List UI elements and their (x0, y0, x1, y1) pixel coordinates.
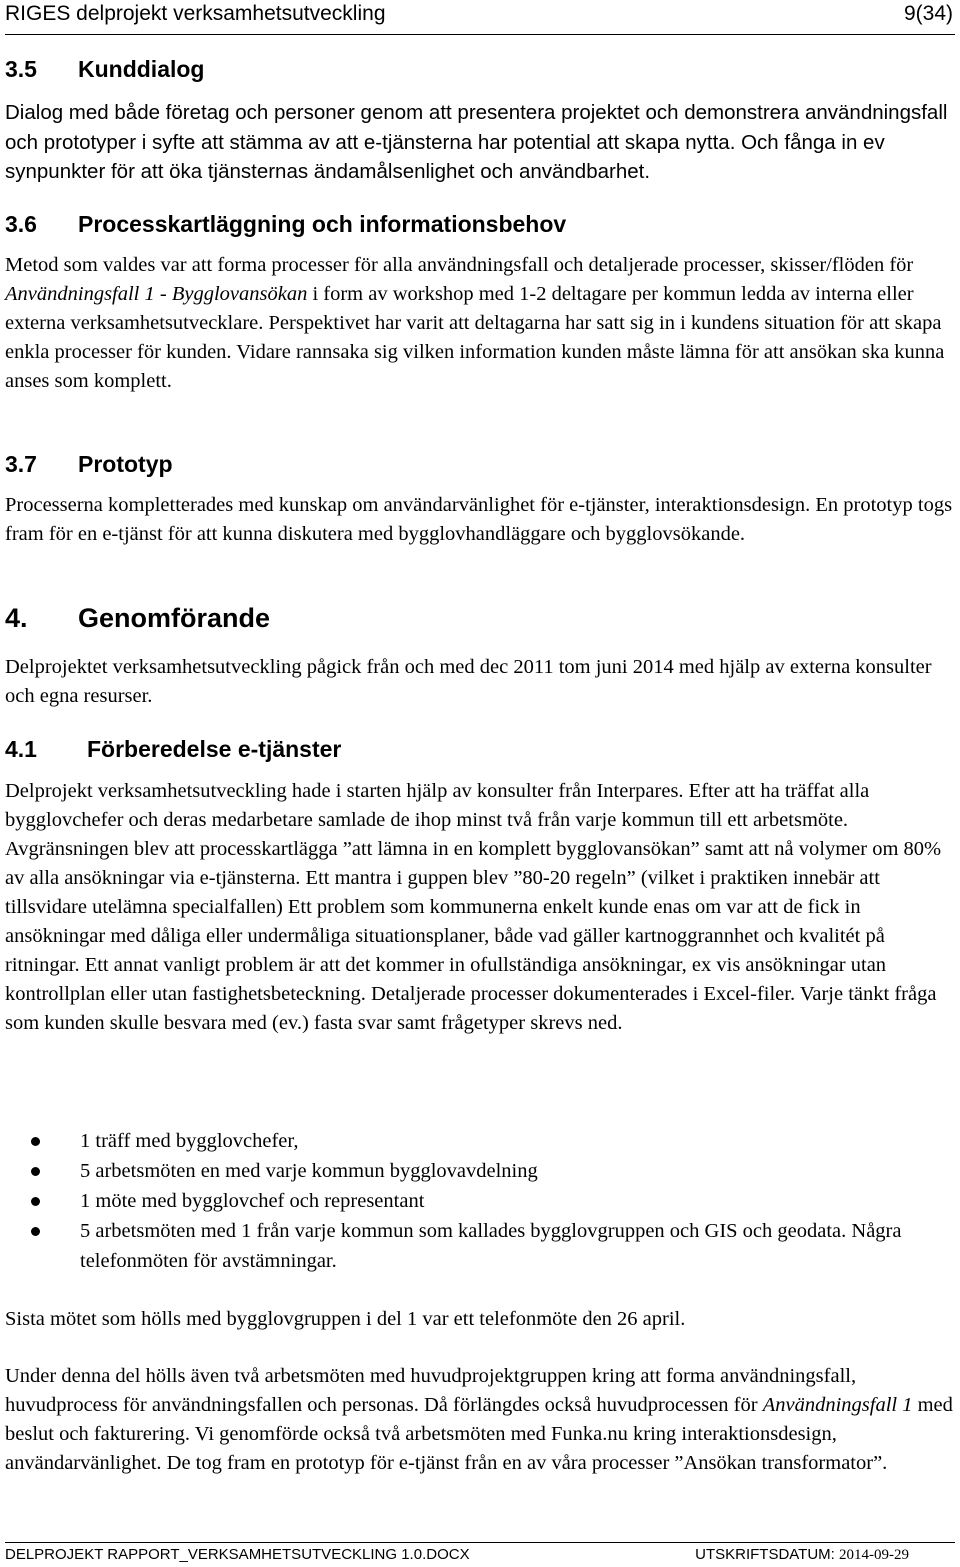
footer-rule (5, 1542, 955, 1543)
heading-3-5 (5, 56, 204, 83)
heading-3-6 (5, 211, 566, 238)
paragraph-final-part1: Under denna del hölls även två arbetsmöten med huvudprojektgruppen kring att forma användningsfall, huvudprocess för användningsfallen och personas. Då förlängdes också huvudprocessen för (5, 1365, 857, 1416)
heading-number: 3.7 (5, 451, 37, 477)
paragraph-final (5, 1362, 953, 1478)
footer-filename: DELPROJEKT RAPPORT_VERKSAMHETSUTVECKLING 1.0.DOCX (5, 1546, 470, 1563)
bullet-dot-icon (31, 1197, 40, 1206)
header-rule (5, 34, 955, 35)
heading-text: Förberedelse e-tjänster (87, 736, 342, 762)
paragraph-last-meeting: Sista mötet som hölls med bygglovgruppen i del 1 var ett telefonmöte den 26 april. (5, 1308, 686, 1330)
bullet-dot-icon (31, 1137, 40, 1146)
list-item (5, 1126, 953, 1156)
bullet-list (5, 1126, 953, 1276)
heading-number: 3.6 (5, 211, 37, 237)
paragraph-3-6 (5, 251, 953, 396)
list-item (5, 1186, 953, 1216)
paragraph-4-1: Delprojekt verksamhetsutveckling hade i starten hjälp av konsulter från Interpares. Efter att ha träffat alla bygglovchefer och deras medarbetare samlade de ihop minst två från varje kommun till ett arbetsmöte. Avgränsningen blev att processkartlägga ”att lämna in en komplett bygglovansökan” samt att nå volymer om 80% av alla ansökningar via e-tjänsterna. Ett mantra i guppen blev ”80-20 regeln” (vilket i praktiken innebär att tillsvidare utelämna specialfallen) Ett problem som kommunerna enkelt kunde enas om var att de fick in ansökningar med dåliga eller undermåliga situationsplaner, både vad gäller kartnoggrannhet och kvalitét på ritningar. Ett annat vanligt problem är att det kommer in ofullständiga ansökningar, ex vis ansökningar utan kontrollplan eller utan fastighetsbeteckning. Detaljerade processer dokumenterades i Excel-filer. Varje tänkt fråga som kunden skulle besvara med (ev.) fasta svar samt frågetyper skrevs ned. (5, 780, 942, 1034)
header-title: RIGES delprojekt verksamhetsutveckling (5, 2, 386, 25)
heading-number: 3.5 (5, 56, 37, 82)
heading-4-1 (5, 736, 341, 763)
page-header (5, 0, 955, 30)
list-item (5, 1156, 953, 1186)
paragraph-3-6-part2: i form av workshop med 1-2 deltagare per kommun ledda av interna eller externa verksamhetsutvecklare. Perspektivet har varit att deltagarna har satt sig in i kundens situation för att skapa enkla processer för kunden. Vidare rannsaka sig vilken information kunden måste lämna för att ansökan ska kunna anses som komplett. (5, 283, 945, 392)
paragraph-final-part2: med beslut och fakturering. Vi genomförde också två arbetsmöten med Funka.nu kring interaktionsdesign, användarvänlighet. De tog fram en prototyp för e-tjänst från en av våra processer ”Ansökan transformator”. (5, 1394, 953, 1474)
heading-number: 4. (5, 603, 28, 633)
paragraph-3-7: Processerna kompletterades med kunskap om användarvänlighet för e-tjänster, interaktionsdesign. En prototyp togs fram för en e-tjänst för att kunna diskutera med bygglovhandläggare och bygglovsökande. (5, 494, 953, 545)
footer-print-date-value: 2014-09-29 (839, 1547, 909, 1563)
bullet-dot-icon (31, 1167, 40, 1176)
list-item-text: 5 arbetsmöten en med varje kommun bygglovavdelning (80, 1160, 538, 1182)
document-page (5, 0, 955, 1567)
list-item-text: 1 träff med bygglovchefer, (80, 1130, 299, 1152)
heading-text: Kunddialog (78, 56, 205, 82)
paragraph-3-6-italic: Användningsfall 1 - Bygglovansökan (5, 283, 308, 305)
paragraph-3-6-part1: Metod som valdes var att forma processer för alla användningsfall och detaljerade processer, skisser/flöden för (5, 254, 914, 276)
footer-print-date (695, 1546, 909, 1564)
heading-text: Processkartläggning och informationsbehov (78, 211, 567, 237)
paragraph-4: Delprojektet verksamhetsutveckling pågick från och med dec 2011 tom juni 2014 med hjälp av externa konsulter och egna resurser. (5, 656, 932, 707)
list-item-text: 5 arbetsmöten med 1 från varje kommun som kallades bygglovgruppen och GIS och geodata. Några telefonmöten för avstämningar. (80, 1220, 902, 1272)
paragraph-final-italic: Användningsfall 1 (762, 1394, 913, 1416)
heading-4 (5, 603, 270, 634)
heading-text: Genomförande (78, 603, 271, 633)
bullet-dot-icon (31, 1227, 40, 1236)
heading-number: 4.1 (5, 736, 37, 762)
footer-print-date-label: UTSKRIFTSDATUM: (695, 1546, 839, 1563)
paragraph-3-5: Dialog med både företag och personer genom att presentera projektet och demonstrera användningsfall och prototyper i syfte att stämma av att e-tjänsterna har potential att skapa nytta. Och fånga in ev synpunkter för att öka tjänsternas ändamålsenlighet och användbarhet. (5, 101, 948, 183)
heading-3-7 (5, 451, 173, 478)
list-item-text: 1 möte med bygglovchef och representant (80, 1190, 425, 1212)
header-page-number: 9(34) (903, 2, 953, 25)
heading-text: Prototyp (78, 451, 173, 477)
list-item (5, 1216, 953, 1276)
